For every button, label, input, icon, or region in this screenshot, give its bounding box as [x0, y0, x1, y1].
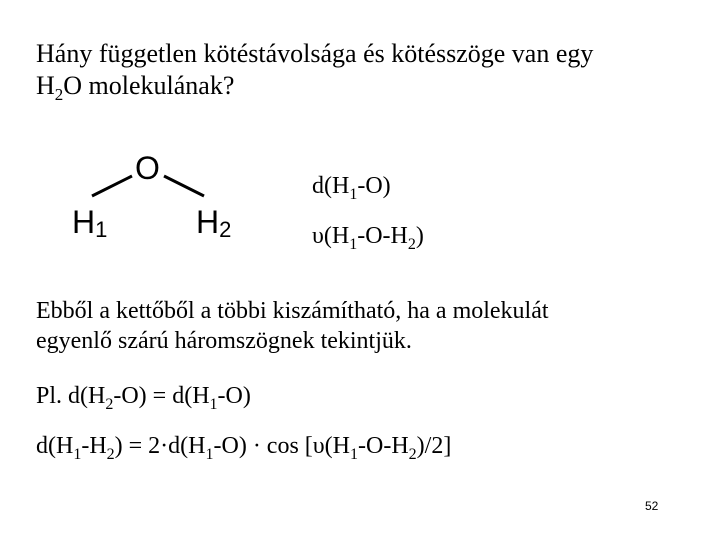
angle-text: υ(H — [312, 223, 350, 249]
distance-subscript: 1 — [349, 185, 358, 203]
angle-text-end: ) — [415, 223, 424, 249]
title-h-subscript: 2 — [54, 85, 64, 105]
title-o-rest: O molekulának? — [63, 71, 235, 100]
bond-distance-parameter — [312, 172, 391, 209]
h1-symbol: H — [72, 204, 96, 240]
water-molecule-diagram — [60, 150, 260, 250]
formula-part-1: d(H — [36, 433, 74, 459]
bond-h1-o — [92, 176, 132, 196]
hydrogen-2-label — [196, 206, 231, 246]
formula-sub-4: 1 — [350, 445, 358, 463]
hydrogen-1-label — [72, 206, 107, 246]
explanation-line-1: Ebből a kettőből a többi kiszámítható, ha a molekulát — [36, 298, 549, 324]
formula-sub-5: 2 — [408, 445, 417, 463]
formula-part-4: -O) · cos [υ(H — [213, 433, 350, 459]
formula-part-2: -H — [81, 433, 107, 459]
explanation-line-2: egyenlő szárú háromszögnek tekintjük. — [36, 328, 412, 354]
explanation-paragraph — [36, 296, 676, 356]
example-equation — [36, 381, 676, 420]
bond-angle-parameter — [312, 222, 424, 259]
angle-subscript-1: 1 — [349, 235, 358, 253]
example-part-3: -O) — [217, 383, 251, 409]
formula-sub-2: 2 — [106, 445, 115, 463]
title-h: H — [36, 71, 55, 100]
distance-text: d(H — [312, 173, 350, 199]
formula-part-6: )/2] — [416, 433, 452, 459]
h2-subscript: 2 — [219, 217, 232, 242]
example-sub-2: 1 — [209, 395, 218, 413]
distance-text-end: -O) — [357, 173, 391, 199]
page-number: 52 — [645, 499, 659, 513]
angle-subscript-2: 2 — [407, 235, 416, 253]
h1-subscript: 1 — [95, 217, 108, 242]
h2-symbol: H — [196, 204, 220, 240]
title-line-1: Hány független kötéstávolsága és kötésszöge van egy — [36, 39, 594, 68]
example-sub-1: 2 — [105, 395, 114, 413]
formula-sub-1: 1 — [73, 445, 82, 463]
oxygen-atom-label: O — [135, 150, 160, 186]
angle-text-mid: -O-H — [357, 223, 408, 249]
distance-formula — [36, 431, 676, 470]
example-part-2: -O) = d(H — [113, 383, 210, 409]
formula-sub-3: 1 — [205, 445, 214, 463]
formula-part-3: ) = 2·d(H — [114, 433, 206, 459]
bond-o-h2 — [164, 176, 204, 196]
formula-part-5: -O-H — [358, 433, 409, 459]
example-part-1: Pl. d(H — [36, 383, 106, 409]
slide-title — [36, 38, 676, 111]
